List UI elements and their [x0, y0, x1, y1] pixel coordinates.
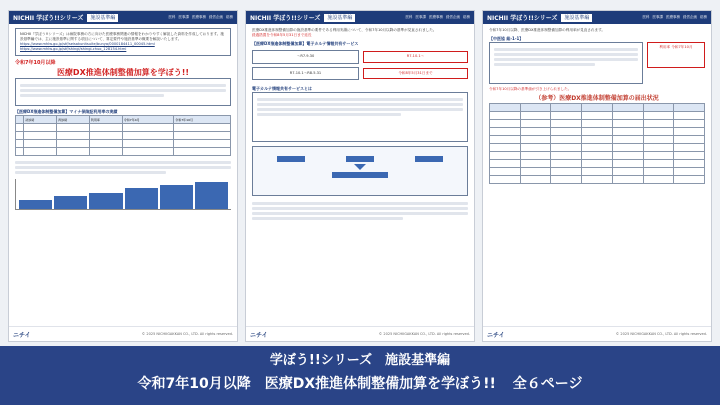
period-before: ～R7.9.30 [252, 50, 359, 63]
intro-text: NICHII『学ぼう!!シリーズ』は病院事務の方に向けた医療事務関連の情報をわかりやすく解説した資料を作成しております。施設基準編では、主に施設基準に関する項目について、算定要件や施設基準の概要を解説いたします。 [20, 32, 224, 42]
diagram-box [252, 146, 468, 196]
period-deadline: 令和8年5月31日まで [363, 68, 468, 79]
mid-text: 令和7年10月以降の基準値が引き上げられました。 [489, 87, 572, 92]
reference-link[interactable]: https://www.mhlw.go.jp/stf/shingi/shingi-chuo_128154.html [20, 47, 127, 52]
tag: 医科 [168, 15, 176, 19]
utilization-table: 初診時 再診時 利用率 令和7年4月 令和7年10月 [15, 115, 231, 156]
status-table [489, 103, 705, 184]
copyright: © 2025 NICHIIGAKKAN CO., LTD. All rights reserved. [378, 332, 470, 336]
headline: 医療DX推進体制整備加算を学ぼう!! [56, 68, 190, 78]
reference-link[interactable]: https://www.mhlw.go.jp/stf/seisakunitsuite/bunya/0000184411_00045.html [20, 42, 155, 47]
banner-page-count: 全６ページ [512, 376, 583, 392]
tag: 医療事務 [429, 15, 443, 19]
company-logo: ニチイ [250, 331, 268, 339]
headline-kicker: 令和7年10月以降 [15, 60, 56, 67]
table-title: 【医療DX推進体制整備加算】マイナ保険証利用率の実績 [15, 109, 118, 115]
period-range: R7.10.1～R8.5.31 [252, 67, 359, 80]
tag: 医療事務 [192, 15, 206, 19]
summary-box [15, 78, 231, 106]
flow-label: 【医療DX推進体制整備加算】電子カルテ情報共有サービス [252, 41, 359, 47]
value-callout: 利用率 令和7年10月 [647, 42, 705, 68]
banner-document-title: 令和7年10月以降 医療DX推進体制整備加算を学ぼう!! [137, 376, 496, 392]
source-label: 【中医協 総-1-1】 [489, 36, 524, 42]
preview-page-2[interactable] [245, 10, 475, 342]
page-footer [246, 326, 474, 341]
tag: 総務 [463, 15, 470, 19]
section-heading: 電子カルテ情報共有サービスとは [252, 85, 312, 91]
tag: 経営企画 [683, 15, 697, 19]
highlight-text: 経過措置を令和8年5月31日まで延長 [252, 33, 312, 38]
mini-chart [15, 179, 231, 210]
section-badge: 施設基準編 [324, 14, 355, 22]
company-logo: ニチイ [13, 331, 31, 339]
tag: 医科 [642, 15, 650, 19]
section-badge: 施設基準編 [561, 14, 592, 22]
page-footer [483, 326, 711, 341]
section-badge: 施設基準編 [87, 14, 118, 22]
tag: 医事課 [415, 15, 426, 19]
tag: 総務 [700, 15, 707, 19]
page-header [9, 11, 237, 24]
tag: 経営企画 [209, 15, 223, 19]
copyright: © 2025 NICHIIGAKKAN CO., LTD. All rights reserved. [615, 332, 707, 336]
source-document [489, 42, 643, 84]
page-footer [9, 326, 237, 341]
lead-text: 医療DX推進体制整備加算の施設基準の要件である利用実績について、令和7年10月以降の基準が見直されました。 [252, 28, 437, 32]
preview-page-3[interactable] [482, 10, 712, 342]
company-logo: ニチイ [487, 331, 505, 339]
tag: 医療事務 [666, 15, 680, 19]
chart-heading: （参考）医療DX推進体制整備加算の届出状況 [535, 95, 659, 103]
series-title: NICHII 学ぼう!!シリーズ [487, 15, 558, 22]
intro-box [15, 28, 231, 56]
series-title: NICHII 学ぼう!!シリーズ [250, 15, 321, 22]
banner-series-title: 学ぼう!!シリーズ 施設基準編 [269, 353, 451, 368]
period-after: R7.10.1～ [363, 51, 468, 62]
page-header [483, 11, 711, 24]
title-banner [0, 346, 720, 405]
copyright: © 2025 NICHIIGAKKAN CO., LTD. All rights reserved. [141, 332, 233, 336]
tag: 総務 [226, 15, 233, 19]
explanation-box [252, 92, 468, 142]
tag: 医事課 [652, 15, 663, 19]
lead-text: 令和7年10月以降、医療DX推進体制整備加算の利用率が見直されます。 [489, 28, 606, 32]
tag: 経営企画 [446, 15, 460, 19]
tag: 医科 [405, 15, 413, 19]
tag: 医事課 [178, 15, 189, 19]
page-header [246, 11, 474, 24]
series-title: NICHII 学ぼう!!シリーズ [13, 15, 84, 22]
preview-page-1[interactable] [8, 10, 238, 342]
